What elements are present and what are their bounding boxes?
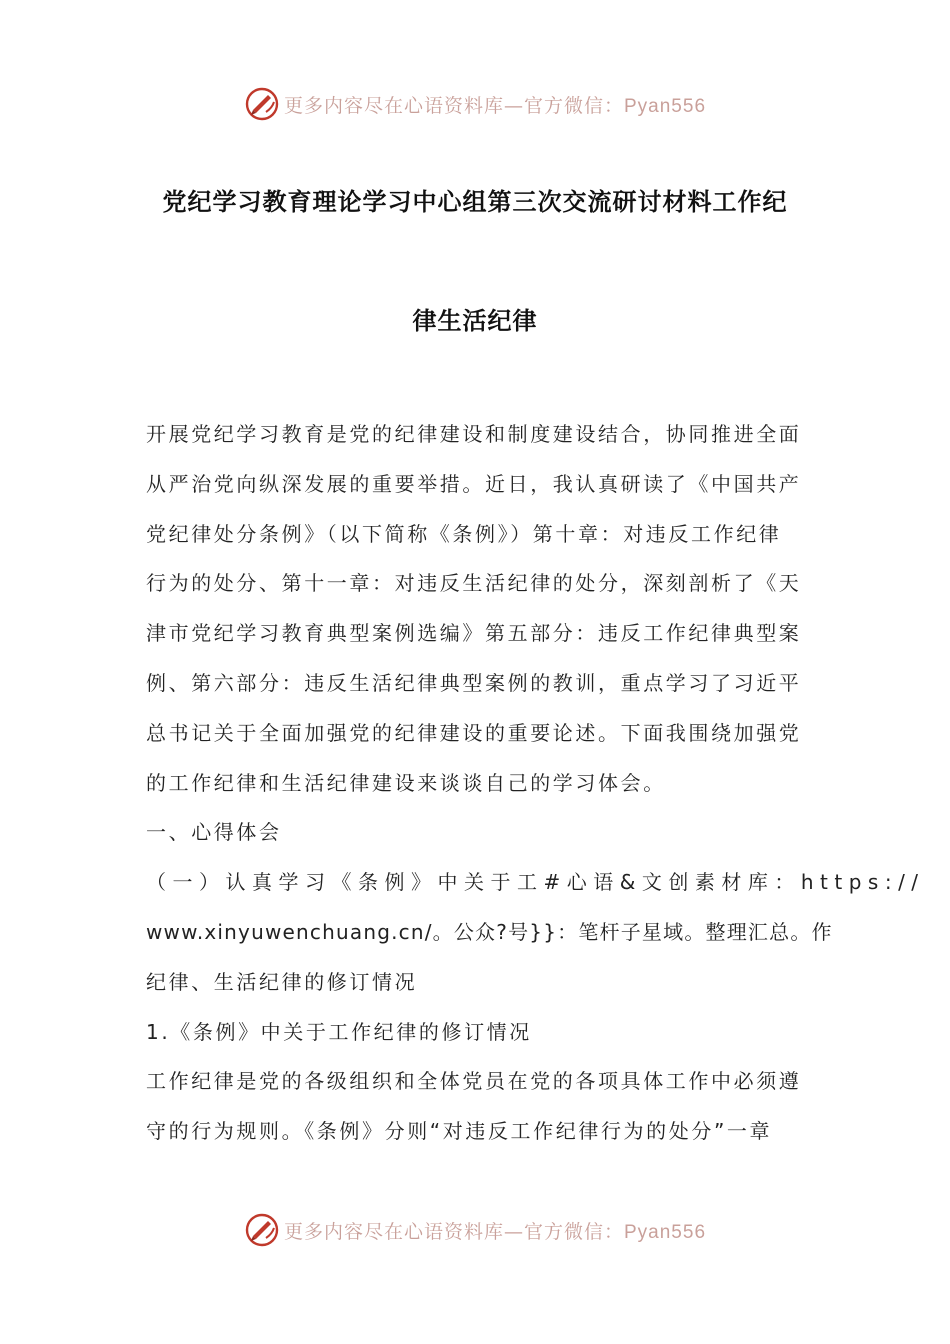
subsection-heading: 1.《条例》中关于工作纪律的修订情况 [146, 1019, 532, 1044]
body-line: 开展党纪学习教育是党的纪律建设和制度建设结合，协同推进全面 [146, 422, 802, 446]
banner-wechat-id: Pyan556 [624, 95, 707, 117]
pen-logo-icon [244, 1212, 280, 1248]
body-line: 党纪律处分条例》（以下简称《条例》）第十章：对违反工作纪律 [146, 521, 782, 546]
body-line: 的工作纪律和生活纪律建设来谈谈自己的学习体会。 [146, 770, 666, 795]
body-line: www.xinyuwenchuang.cn/。公众?号}}：笔杆子星域。整理汇总。作 [146, 919, 833, 944]
banner-wechat-id: Pyan556 [624, 1221, 707, 1243]
body-line: 行为的处分、第十一章：对违反生活纪律的处分，深刻剖析了《天 [146, 571, 802, 596]
banner-text: 更多内容尽在心语资料库—官方微信： [283, 1220, 624, 1243]
body-line: 纪律、生活纪律的修订情况 [146, 969, 418, 994]
body-line: 例、第六部分：违反生活纪律典型案例的教训，重点学习了习近平 [146, 670, 802, 695]
body-line: 守的行为规则。《条例》分则“对违反工作纪律行为的处分”一章 [146, 1119, 773, 1144]
pen-logo-icon [244, 86, 280, 122]
banner-text: 更多内容尽在心语资料库—官方微信： [283, 94, 624, 117]
body-line: （一）认真学习《条例》中关于工#心语&文创素材库：https:// [146, 870, 925, 895]
doc-title-line-2: 律生活纪律 [412, 307, 538, 335]
body-line: 从严治党向纵深发展的重要举措。近日，我认真研读了《中国共产 [146, 471, 802, 496]
header-banner [0, 82, 950, 126]
body-line: 津市党纪学习教育典型案例选编》第五部分：违反工作纪律典型案 [146, 621, 802, 646]
body-line: 工作纪律是党的各级组织和全体党员在党的各项具体工作中必须遵 [146, 1069, 802, 1094]
footer-banner [0, 1208, 950, 1252]
section-heading: 一、心得体会 [146, 820, 282, 845]
doc-body [146, 414, 925, 1161]
body-line: 总书记关于全面加强党的纪律建设的重要论述。下面我围绕加强党 [146, 720, 802, 745]
doc-title-line-1: 党纪学习教育理论学习中心组第三次交流研讨材料工作纪 [162, 188, 788, 216]
